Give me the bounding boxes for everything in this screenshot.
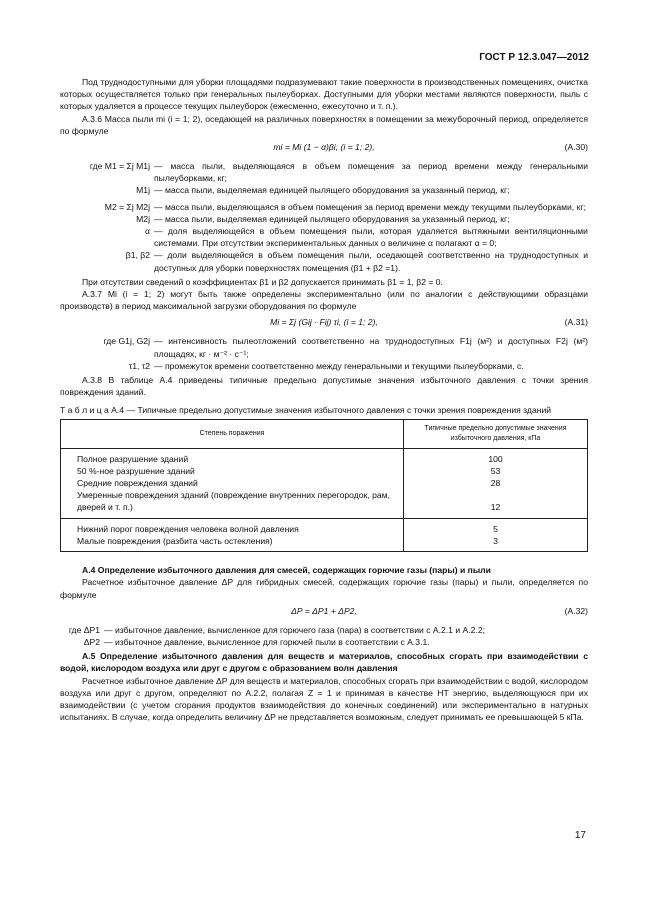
definition-symbol: α <box>145 226 150 237</box>
section-heading-a5: А.5 Определение избыточного давления для веществ и материалов, способных сгорать при взаимодействии с водой, кислородом воздуха или друг с другом с образованием волн давления <box>60 651 588 674</box>
paragraph-a4: Расчетное избыточное давление ΔP для гибридных смесей, содержащих горючие газы (пары) и пыли, определяется по формуле <box>60 577 588 600</box>
section-heading-a4: А.4 Определение избыточного давления для смесей, содержащих горючие газы (пары) и пыли <box>82 565 491 576</box>
table-cell-value: 53 <box>404 465 588 477</box>
definition-text: — доля выделяющейся в объем помещения пыли, которая удаляется вытяжными вентиляционными системами. При отсутствии экспериментальных данных о величине α полагают α = 0; <box>154 226 588 249</box>
table-row <box>61 465 588 477</box>
definitions-a32 <box>60 624 588 648</box>
definition-text: — интенсивность пылеотложений соответственно на труднодоступных F1j (м²) и доступных F2j (м²) площадях, кг · м⁻² · с⁻¹; <box>154 336 588 359</box>
page-body <box>60 76 588 723</box>
standard-code: ГОСТ Р 12.3.047—2012 <box>479 52 589 63</box>
formula-number: (А.31) <box>564 317 588 328</box>
table-cell-value: 100 <box>404 448 588 465</box>
paragraph-beta-default: При отсутствии сведений о коэффициентах β1 и β2 допускается принимать β1 = 1, β2 = 0. <box>82 276 443 287</box>
formula-a31 <box>60 316 588 331</box>
definition-symbol: τ1, τ2 <box>128 360 150 371</box>
definition-symbol: где ΔP1 <box>68 624 100 635</box>
paragraph-a5: Расчетное избыточное давление ΔP для веществ и материалов, способных сгорать при взаимодействии с водой, кислородом воздуха или друг с другом, определяют по А.2.2, полагая Z = 1 и принимая в качестве HT энергию, выделяющуюся при их взаимодействии (с учетом сгорания продуктов взаимодействия до конечных соединений) или экспериментально в натурных испытаниях. В случае, когда определить величину ΔP не представляется возможным, следует принимать ее превышающей 5 кПа. <box>60 675 588 723</box>
table-cell-value: 12 <box>404 489 588 518</box>
definition-text: — промежуток времени соответственно между генеральными и текущими пылеуборками, с. <box>154 360 524 371</box>
table-row <box>61 535 588 552</box>
definitions-a30-part2 <box>60 201 588 274</box>
table-row <box>61 489 588 518</box>
definition-text: — масса пыли, выделяемая единицей пылящего оборудования за указанный период, кг; <box>154 185 510 196</box>
formula-number: (А.30) <box>564 142 588 153</box>
table-cell-value: 28 <box>404 477 588 489</box>
paragraph-a38: А.3.8 В таблице А.4 приведены типичные предельно допустимые значения избыточного давления с точки зрения повреждения зданий. <box>60 375 588 398</box>
definition-item <box>60 636 588 648</box>
table-cell-label: Нижний порог повреждения человека волной давления <box>61 518 404 535</box>
definition-item <box>60 213 588 225</box>
definition-symbol: M1j <box>136 185 150 196</box>
formula-expression: ΔP = ΔP1 + ΔP2, <box>291 605 357 616</box>
definition-item <box>60 225 588 249</box>
definition-text: — избыточное давление, вычисленное для горючего газа (пара) в соответствии с А.2.1 и А.2.2; <box>104 624 485 635</box>
definition-symbol: β1, β2 <box>125 250 150 261</box>
definition-item <box>60 249 588 273</box>
definitions-a31 <box>60 335 588 372</box>
definition-text: — масса пыли, выделяющаяся в объем помещения за период времени между генеральными пылеуборками, кг; <box>154 161 588 184</box>
table-header-pressure: Типичные предельно допустимые значения избыточного давления, кПа <box>404 419 588 448</box>
definition-item <box>60 201 588 213</box>
formula-a32 <box>60 605 588 620</box>
definition-symbol: M2j <box>136 213 150 224</box>
table-header-damage: Степень поражения <box>61 419 404 448</box>
definition-symbol: ΔP2 <box>83 636 100 647</box>
table-row <box>61 477 588 489</box>
formula-expression: mi = Mi (1 − α)βi, (i = 1; 2), <box>273 142 375 153</box>
definition-symbol: где M1 = Σj M1j <box>89 161 150 172</box>
table-header-row <box>61 419 588 448</box>
pressure-damage-table <box>60 419 588 552</box>
paragraph-a36: А.3.6 Масса пыли mi (i = 1; 2), оседающей на различных поверхностях в помещении за межуборочный период, определяется по формуле <box>60 113 588 136</box>
table-cell-label: Средние повреждения зданий <box>61 477 404 489</box>
formula-a30 <box>60 141 588 156</box>
definition-item <box>60 160 588 184</box>
table-cell-label: 50 %-ное разрушение зданий <box>61 465 404 477</box>
definition-item <box>60 624 588 636</box>
definition-text: — масса пыли, выделяющаяся в объем помещения за период времени между текущими пылеуборками, кг; <box>154 201 586 212</box>
definition-text: — доли выделяющейся в объем помещения пыли, оседающей соответственно на труднодоступных и доступных для уборки поверхностях помещения (β1 + β2 =1). <box>154 250 588 273</box>
table-row <box>61 518 588 535</box>
table-row <box>61 448 588 465</box>
page-number: 17 <box>574 830 586 841</box>
definition-item <box>60 360 588 372</box>
definition-item <box>60 335 588 359</box>
table-cell-value: 5 <box>404 518 588 535</box>
definition-symbol: где G1j, G2j <box>103 336 150 347</box>
table-cell-label: Полное разрушение зданий <box>61 448 404 465</box>
formula-expression: Mi = Σj (Gij · Fij) τi, (i = 1; 2), <box>270 317 378 328</box>
paragraph-a37: А.3.7 Mi (i = 1; 2) могут быть также определены экспериментально (или по аналогии с действующими образцами производств) в период максимальной загрузки оборудования по формуле <box>60 289 588 312</box>
definition-item <box>60 184 588 196</box>
table-cell-label: Малые повреждения (разбита часть остекления) <box>61 535 404 552</box>
definitions-a30-part1 <box>60 160 588 197</box>
definition-symbol: M2 = Σj M2j <box>104 201 150 212</box>
definition-text: — избыточное давление, вычисленное для горючей пыли в соответствии с А.3.1. <box>104 636 430 647</box>
paragraph-inaccessible-surfaces: Под труднодоступными для уборки площадями подразумевают такие поверхности в производственных помещениях, очистка которых осуществляется только при генеральных пылеуборках. Доступными для уборки местами являются поверхности, пыль с которых удаляется в процессе текущих пылеуборок (ежесменно, ежесуточно и т. п.). <box>60 77 588 112</box>
formula-number: (А.32) <box>564 605 588 616</box>
table-cell-value: 3 <box>404 535 588 552</box>
table-cell-label: Умеренные повреждения зданий (повреждение внутренних перегородок, рам, дверей и т. п.) <box>61 489 404 518</box>
table-caption: Т а б л и ц а А.4 — Типичные предельно допустимые значения избыточного давления с точки зрения повреждения зданий <box>60 405 552 416</box>
definition-text: — масса пыли, выделяемая единицей пылящего оборудования за указанный период, кг; <box>154 213 510 224</box>
